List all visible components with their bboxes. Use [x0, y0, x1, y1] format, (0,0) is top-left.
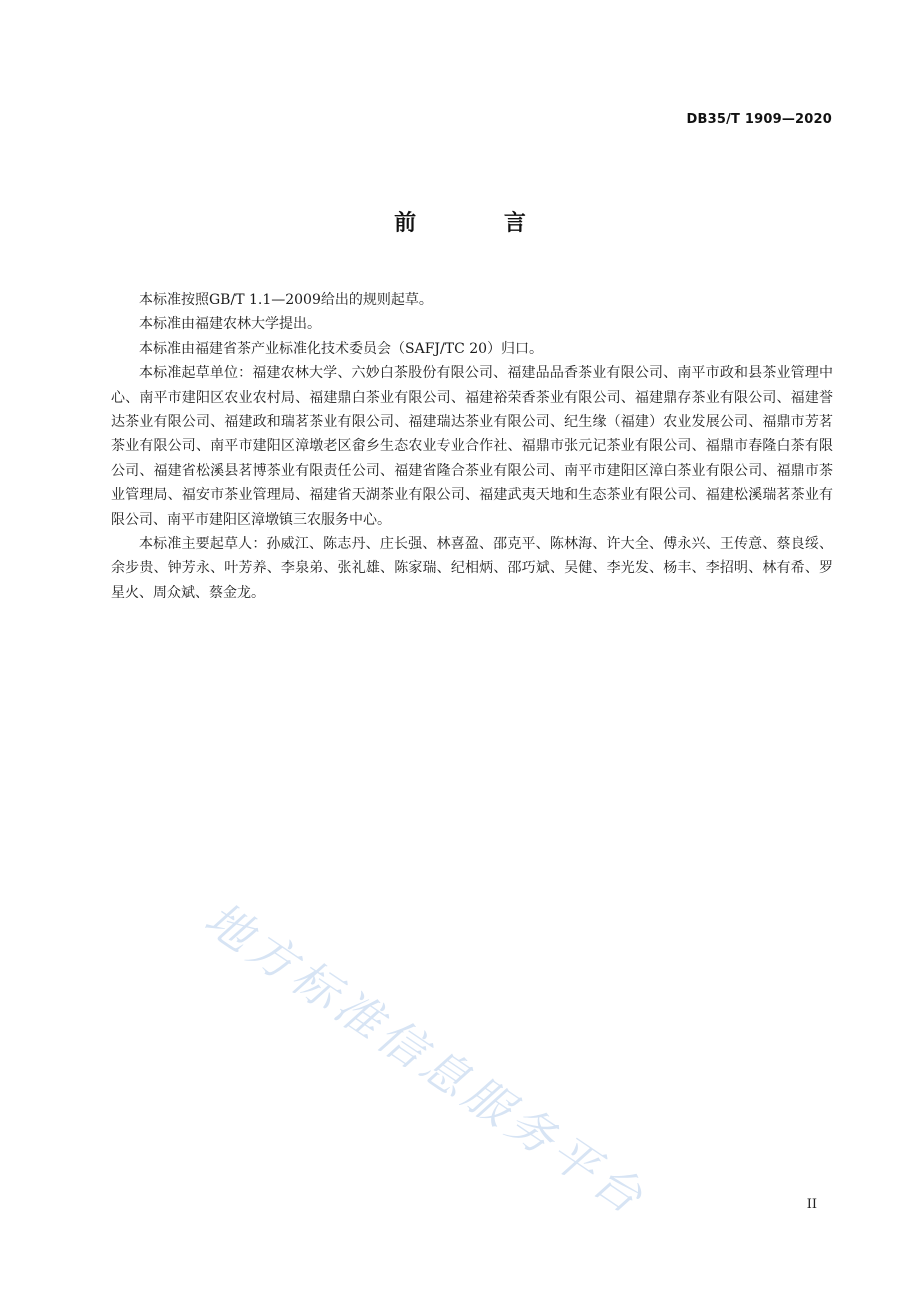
foreword-body [111, 288, 833, 605]
document-code: DB35/T 1909—2020 [686, 112, 832, 127]
paragraph-proposer: 本标准由福建农林大学提出。 [139, 316, 321, 333]
paragraph-drafting-units: 本标准起草单位：福建农林大学、六妙白茶股份有限公司、福建品品香茶业有限公司、南平市政和县茶业管理中心、南平市建阳区农业农村局、福建鼎白茶业有限公司、福建裕荣香茶业有限公司、福建鼎存茶业有限公司、福建誉达茶业有限公司、福建政和瑞茗茶业有限公司、福建瑞达茶业有限公司、纪生缘（福建）农业发展公司、福鼎市芳茗茶业有限公司、南平市建阳区漳墩老区畲乡生态农业专业合作社、福鼎市张元记茶业有限公司、福鼎市春隆白茶有限公司、福建省松溪县茗博茶业有限责任公司、福建省隆合茶业有限公司、南平市建阳区漳白茶业有限公司、福鼎市茶业管理局、福安市茶业管理局、福建省天湖茶业有限公司、福建武夷天地和生态茶业有限公司、福建松溪瑞茗茶业有限公司、南平市建阳区漳墩镇三农服务中心。 [111, 365, 833, 528]
watermark: 地方标准信息服务平台 [195, 891, 657, 1227]
page-title: 前 言 [394, 211, 566, 236]
paragraph-drafting-rules: 本标准按照GB/T 1.1—2009给出的规则起草。 [139, 292, 433, 308]
paragraph-drafters: 本标准主要起草人：孙威江、陈志丹、庄长强、林喜盈、邵克平、陈林海、许大全、傅永兴、王传意、蔡良绥、余步贵、钟芳永、叶芳养、李泉弟、张礼雄、陈家瑞、纪相炳、邵巧斌、吴健、李光发、杨丰、李招明、林有希、罗星火、周众斌、蔡金龙。 [111, 536, 833, 601]
page-number: II [806, 1197, 817, 1212]
paragraph-committee: 本标准由福建省茶产业标准化技术委员会（SAFJ/TC 20）归口。 [139, 340, 544, 357]
